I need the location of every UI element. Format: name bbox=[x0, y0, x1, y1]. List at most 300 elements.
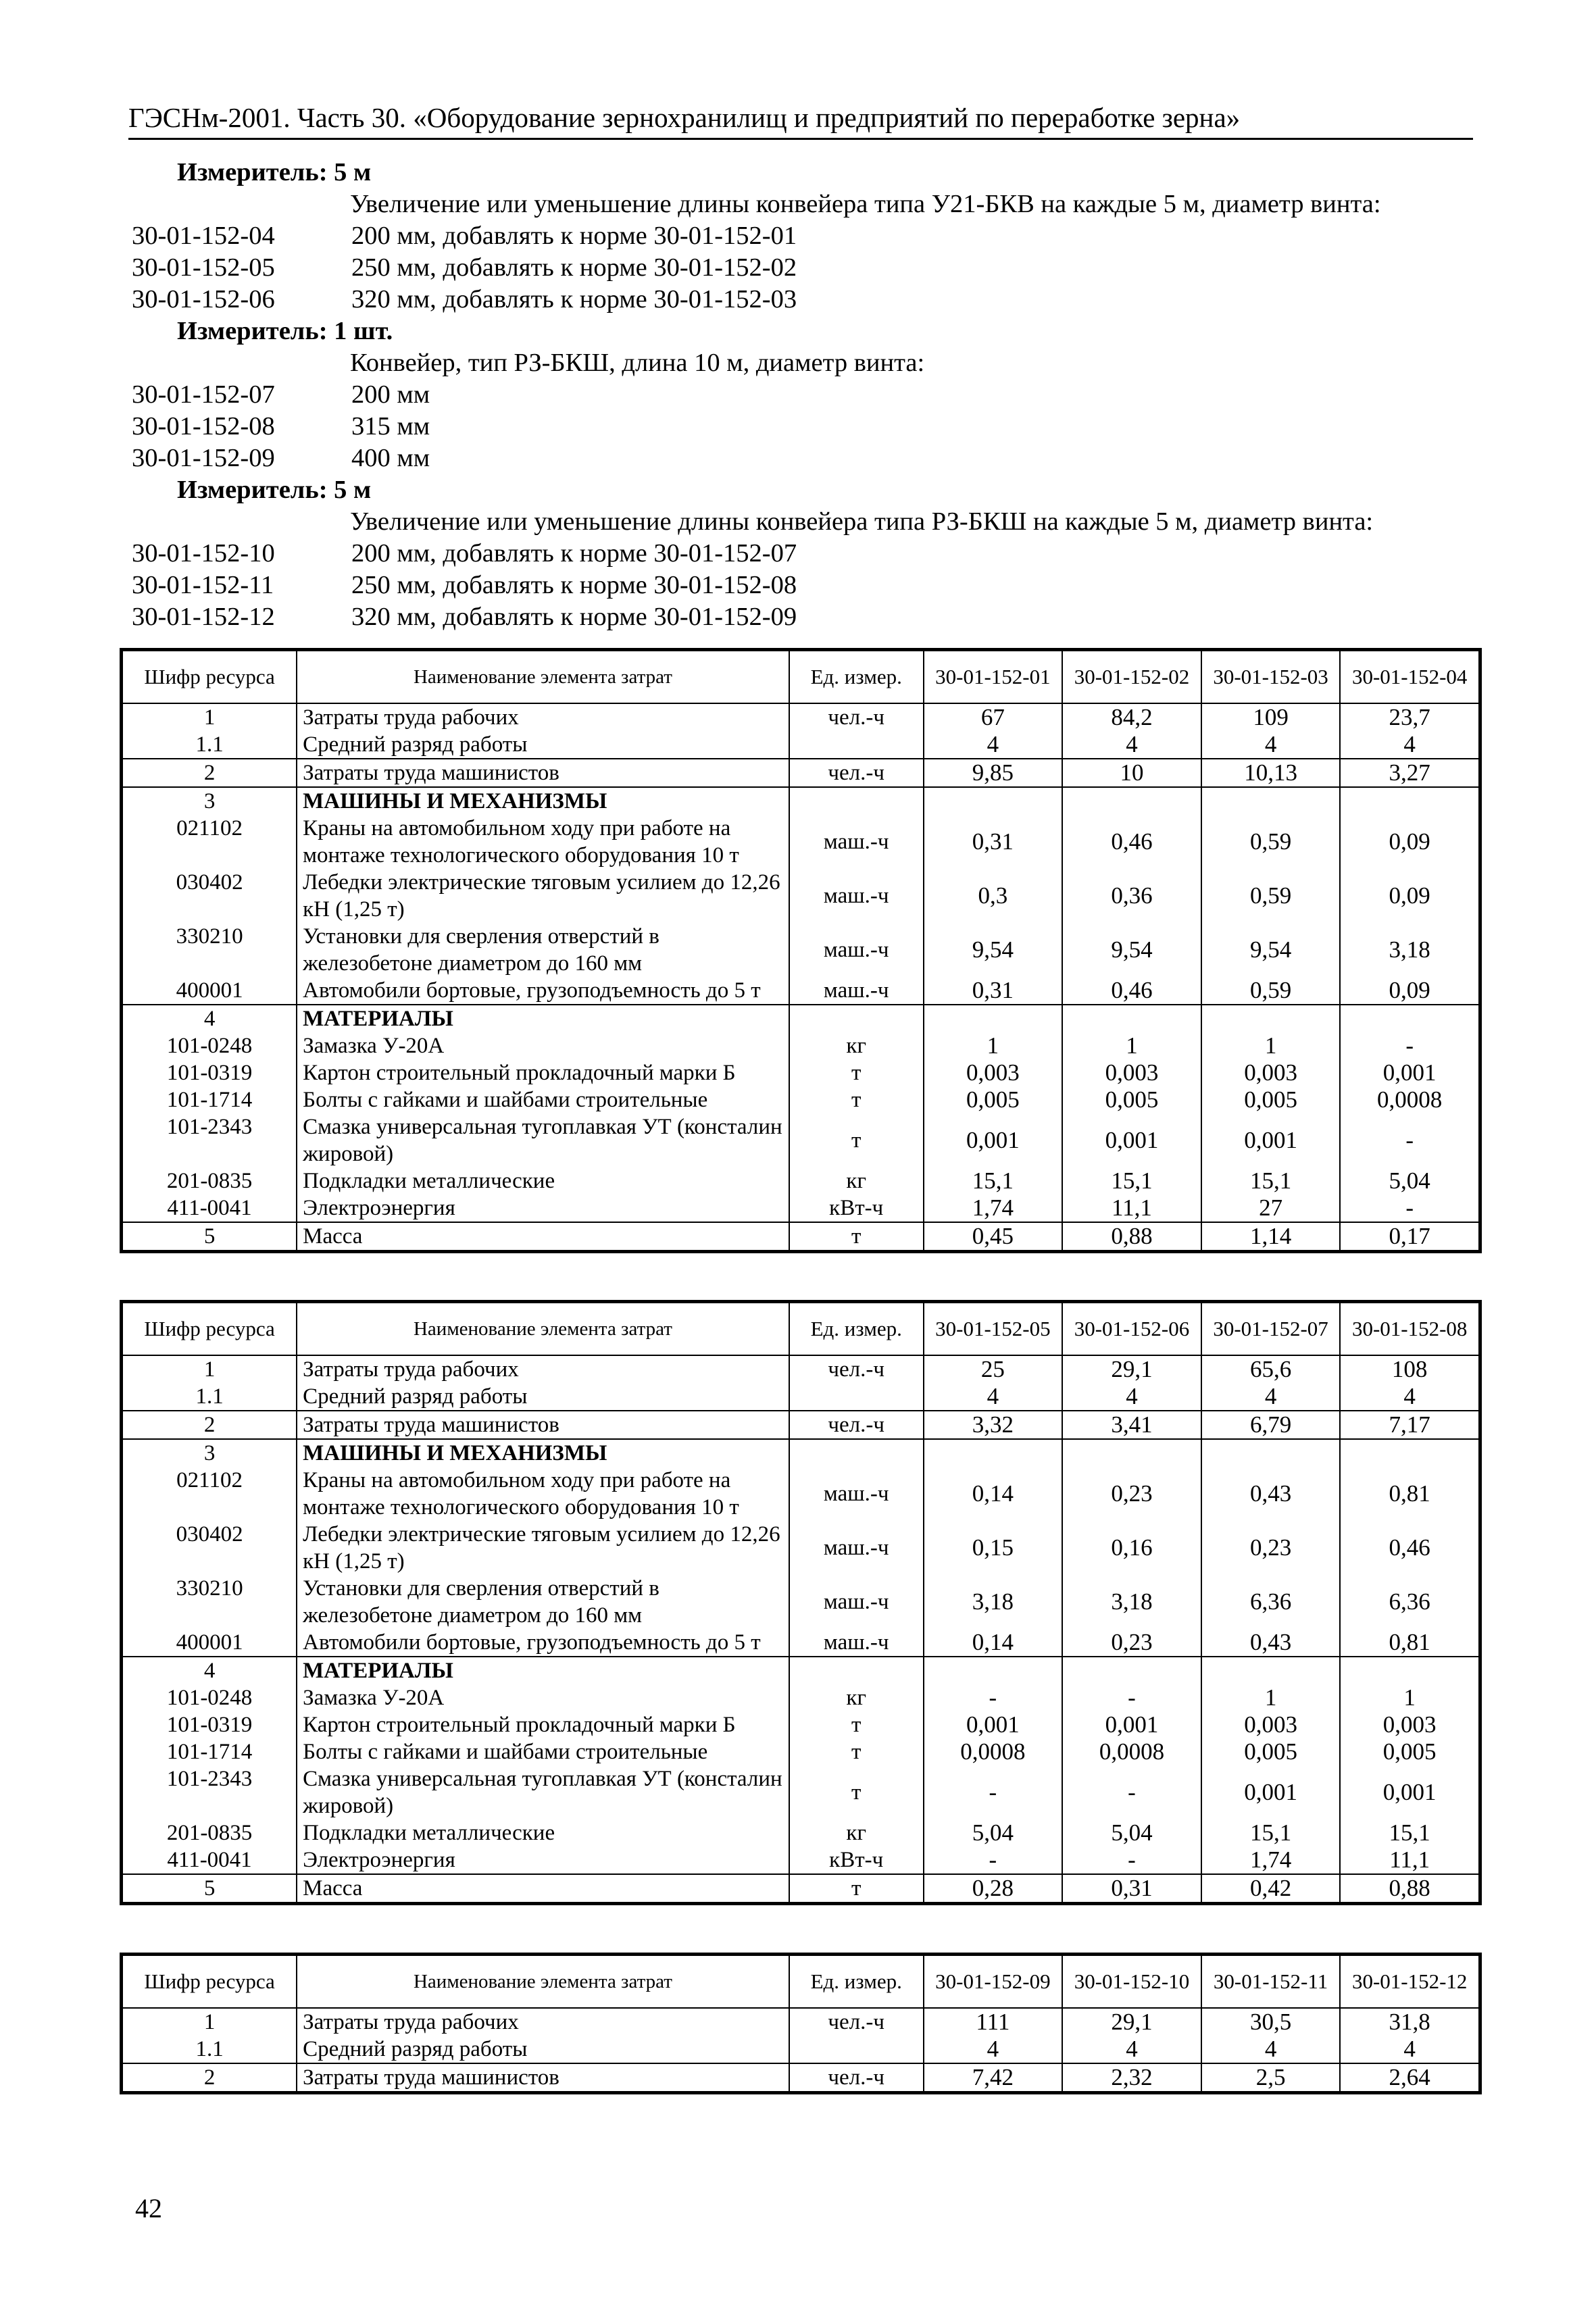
resource-value bbox=[1340, 1439, 1479, 1467]
norm-code: 30-01-152-11 bbox=[132, 571, 274, 599]
table-row bbox=[122, 1113, 1479, 1167]
resource-value: 0,23 bbox=[1062, 1629, 1201, 1657]
resource-code: 101-0319 bbox=[122, 1059, 297, 1086]
table-row bbox=[122, 1059, 1479, 1086]
table-row bbox=[122, 787, 1479, 815]
table-row bbox=[122, 2036, 1479, 2063]
column-header-norm: 30-01-152-08 bbox=[1340, 1303, 1479, 1355]
resource-value: 6,36 bbox=[1340, 1575, 1479, 1629]
column-header-norm: 30-01-152-11 bbox=[1201, 1955, 1341, 2008]
resource-value: 2,64 bbox=[1340, 2063, 1479, 2092]
table-row bbox=[122, 1684, 1479, 1711]
resource-value bbox=[1201, 1439, 1341, 1467]
resource-value: 0,005 bbox=[924, 1086, 1063, 1113]
resource-value: 1,74 bbox=[1201, 1846, 1341, 1874]
resource-name: Затраты труда рабочих bbox=[297, 1355, 789, 1383]
column-header-name: Наименование элемента затрат bbox=[297, 1303, 789, 1355]
resource-value: 4 bbox=[1201, 1383, 1341, 1411]
resource-value: 0,001 bbox=[1201, 1113, 1341, 1167]
resource-value: 0,46 bbox=[1062, 815, 1201, 869]
norm-description: 250 мм, добавлять к норме 30-01-152-02 bbox=[351, 253, 797, 282]
table-row bbox=[122, 1005, 1479, 1032]
resource-name: Смазка универсальная тугоплавкая УТ (консталин жировой) bbox=[297, 1113, 789, 1167]
table-row bbox=[122, 815, 1479, 869]
resource-value: 1,14 bbox=[1201, 1222, 1341, 1251]
resource-value: 4 bbox=[1340, 2036, 1479, 2063]
resource-value: 0,23 bbox=[1201, 1521, 1341, 1575]
resource-code: 411-0041 bbox=[122, 1194, 297, 1222]
resource-value: 10 bbox=[1062, 759, 1201, 787]
measure-unit bbox=[128, 157, 1473, 188]
resource-value bbox=[1062, 1657, 1201, 1684]
resource-value: 0,28 bbox=[924, 1874, 1063, 1903]
norm-group-text: Увеличение или уменьшение длины конвейера типа У21-БКВ на каждые 5 м, диаметр винта: bbox=[350, 190, 1381, 218]
resource-code: 101-0248 bbox=[122, 1032, 297, 1059]
resource-value: 0,005 bbox=[1340, 1738, 1479, 1765]
column-header-code: Шифр ресурса bbox=[122, 651, 297, 703]
resource-value: 15,1 bbox=[1201, 1167, 1341, 1194]
resource-name: Замазка У-20А bbox=[297, 1684, 789, 1711]
table-row bbox=[122, 977, 1479, 1005]
resource-code: 101-1714 bbox=[122, 1086, 297, 1113]
resource-code: 4 bbox=[122, 1657, 297, 1684]
resource-value bbox=[1340, 1005, 1479, 1032]
table-row bbox=[122, 1629, 1479, 1657]
norm-code: 30-01-152-09 bbox=[132, 444, 275, 472]
resource-value bbox=[1062, 1439, 1201, 1467]
resource-code: 400001 bbox=[122, 977, 297, 1005]
resource-code: 201-0835 bbox=[122, 1819, 297, 1846]
resource-value: 23,7 bbox=[1340, 703, 1479, 731]
resource-value: 3,18 bbox=[1062, 1575, 1201, 1629]
resource-name: Электроэнергия bbox=[297, 1194, 789, 1222]
resource-value: 109 bbox=[1201, 703, 1341, 731]
column-header-norm: 30-01-152-01 bbox=[924, 651, 1063, 703]
resource-value: 0,09 bbox=[1340, 815, 1479, 869]
resource-unit bbox=[789, 787, 924, 815]
resource-value: 9,54 bbox=[1062, 923, 1201, 977]
table-header-row bbox=[122, 1955, 1479, 2008]
resource-name: Замазка У-20А bbox=[297, 1032, 789, 1059]
norm-item bbox=[128, 601, 1473, 633]
column-header-unit: Ед. измер. bbox=[789, 1955, 924, 2008]
table-row bbox=[122, 1467, 1479, 1521]
resource-value: 3,18 bbox=[1340, 923, 1479, 977]
resource-unit: маш.-ч bbox=[789, 1467, 924, 1521]
measure-unit-label: Измеритель: 5 м bbox=[177, 476, 372, 504]
resource-value: 10,13 bbox=[1201, 759, 1341, 787]
norm-description: 320 мм, добавлять к норме 30-01-152-03 bbox=[351, 285, 797, 313]
table-row bbox=[122, 1383, 1479, 1411]
resource-name: Электроэнергия bbox=[297, 1846, 789, 1874]
resource-unit bbox=[789, 2036, 924, 2063]
resource-name: Смазка универсальная тугоплавкая УТ (консталин жировой) bbox=[297, 1765, 789, 1819]
resource-value: 29,1 bbox=[1062, 1355, 1201, 1383]
resource-value: - bbox=[924, 1684, 1063, 1711]
resource-unit: т bbox=[789, 1222, 924, 1251]
norm-code: 30-01-152-06 bbox=[132, 285, 275, 313]
column-header-norm: 30-01-152-03 bbox=[1201, 651, 1341, 703]
resource-code: 101-2343 bbox=[122, 1113, 297, 1167]
resource-value: 2,32 bbox=[1062, 2063, 1201, 2092]
resource-value: 4 bbox=[924, 731, 1063, 759]
norm-list bbox=[128, 157, 1473, 633]
resource-code: 3 bbox=[122, 1439, 297, 1467]
norm-description: 250 мм, добавлять к норме 30-01-152-08 bbox=[351, 571, 797, 599]
resource-value: 11,1 bbox=[1062, 1194, 1201, 1222]
resource-value bbox=[1340, 787, 1479, 815]
resource-value: 15,1 bbox=[1062, 1167, 1201, 1194]
resource-value: 0,81 bbox=[1340, 1467, 1479, 1521]
resource-value: 4 bbox=[1340, 731, 1479, 759]
resource-value: 0,003 bbox=[1062, 1059, 1201, 1086]
norm-group-text: Конвейер, тип РЗ-БКШ, длина 10 м, диаметр винта: bbox=[350, 349, 925, 377]
resource-value: 0,0008 bbox=[1062, 1738, 1201, 1765]
norm-item bbox=[128, 252, 1473, 284]
resource-value: 108 bbox=[1340, 1355, 1479, 1383]
resource-value: 31,8 bbox=[1340, 2008, 1479, 2036]
resource-unit: т bbox=[789, 1765, 924, 1819]
table-row bbox=[122, 1738, 1479, 1765]
resource-value: 7,42 bbox=[924, 2063, 1063, 2092]
resource-value: - bbox=[1340, 1194, 1479, 1222]
norm-code: 30-01-152-05 bbox=[132, 253, 275, 282]
resource-value: 15,1 bbox=[924, 1167, 1063, 1194]
resource-unit: чел.-ч bbox=[789, 1355, 924, 1383]
resource-name: Подкладки металлические bbox=[297, 1167, 789, 1194]
resource-value: 0,59 bbox=[1201, 977, 1341, 1005]
resource-value: - bbox=[1062, 1765, 1201, 1819]
resource-name: Картон строительный прокладочный марки Б bbox=[297, 1711, 789, 1738]
resource-value bbox=[924, 787, 1063, 815]
resource-unit: кВт-ч bbox=[789, 1846, 924, 1874]
column-header-code: Шифр ресурса bbox=[122, 1303, 297, 1355]
table-row bbox=[122, 1765, 1479, 1819]
resource-table bbox=[122, 1302, 1480, 1903]
resource-name: МАШИНЫ И МЕХАНИЗМЫ bbox=[297, 1439, 789, 1467]
resource-code: 4 bbox=[122, 1005, 297, 1032]
table-row bbox=[122, 1819, 1479, 1846]
resource-code: 101-0248 bbox=[122, 1684, 297, 1711]
table-row bbox=[122, 1521, 1479, 1575]
resource-value: 5,04 bbox=[1340, 1167, 1479, 1194]
resource-value: 5,04 bbox=[1062, 1819, 1201, 1846]
resource-table bbox=[122, 650, 1480, 1251]
resource-unit: маш.-ч bbox=[789, 977, 924, 1005]
resource-value: 84,2 bbox=[1062, 703, 1201, 731]
table-row bbox=[122, 1575, 1479, 1629]
resource-value: 0,001 bbox=[924, 1711, 1063, 1738]
resource-unit: кг bbox=[789, 1167, 924, 1194]
resource-value: 0,0008 bbox=[924, 1738, 1063, 1765]
resource-unit: чел.-ч bbox=[789, 1411, 924, 1439]
resource-name: Картон строительный прокладочный марки Б bbox=[297, 1059, 789, 1086]
resource-unit: чел.-ч bbox=[789, 759, 924, 787]
resource-value: 65,6 bbox=[1201, 1355, 1341, 1383]
resource-code: 1 bbox=[122, 1355, 297, 1383]
resource-name: Установки для сверления отверстий в железобетоне диаметром до 160 мм bbox=[297, 1575, 789, 1629]
column-header-name: Наименование элемента затрат bbox=[297, 651, 789, 703]
table-row bbox=[122, 1874, 1479, 1903]
resource-unit: кг bbox=[789, 1032, 924, 1059]
column-header-norm: 30-01-152-12 bbox=[1340, 1955, 1479, 2008]
resource-value bbox=[1062, 787, 1201, 815]
resource-unit bbox=[789, 1005, 924, 1032]
resource-value: 0,15 bbox=[924, 1521, 1063, 1575]
norm-code: 30-01-152-04 bbox=[132, 222, 275, 250]
table-row bbox=[122, 869, 1479, 923]
resource-code: 2 bbox=[122, 2063, 297, 2092]
norm-item bbox=[128, 538, 1473, 570]
resource-value: 0,31 bbox=[924, 815, 1063, 869]
resource-value: 15,1 bbox=[1340, 1819, 1479, 1846]
resource-unit: кг bbox=[789, 1819, 924, 1846]
table-row bbox=[122, 731, 1479, 759]
norm-description: 400 мм bbox=[351, 444, 430, 472]
resource-unit: кВт-ч bbox=[789, 1194, 924, 1222]
resource-value: 4 bbox=[1340, 1383, 1479, 1411]
column-header-name: Наименование элемента затрат bbox=[297, 1955, 789, 2008]
resource-unit: чел.-ч bbox=[789, 2063, 924, 2092]
resource-value: 6,79 bbox=[1201, 1411, 1341, 1439]
resource-name: Лебедки электрические тяговым усилием до 12,26 кН (1,25 т) bbox=[297, 869, 789, 923]
measure-unit-label: Измеритель: 5 м bbox=[177, 158, 372, 186]
resource-value: 1 bbox=[924, 1032, 1063, 1059]
resource-code: 021102 bbox=[122, 1467, 297, 1521]
table-header-row bbox=[122, 651, 1479, 703]
resource-value: 0,001 bbox=[1062, 1113, 1201, 1167]
table-header-row bbox=[122, 1303, 1479, 1355]
resource-value: 25 bbox=[924, 1355, 1063, 1383]
resource-name: Средний разряд работы bbox=[297, 731, 789, 759]
resource-code: 5 bbox=[122, 1874, 297, 1903]
norm-item bbox=[128, 220, 1473, 252]
resource-code: 1 bbox=[122, 2008, 297, 2036]
resource-value: 1 bbox=[1340, 1684, 1479, 1711]
resource-unit: чел.-ч bbox=[789, 703, 924, 731]
table-row bbox=[122, 1194, 1479, 1222]
resource-name: Масса bbox=[297, 1222, 789, 1251]
norm-item bbox=[128, 379, 1473, 411]
resource-unit bbox=[789, 1383, 924, 1411]
resource-value: - bbox=[924, 1765, 1063, 1819]
resource-value: 0,43 bbox=[1201, 1629, 1341, 1657]
resource-code: 1.1 bbox=[122, 731, 297, 759]
resource-name: Масса bbox=[297, 1874, 789, 1903]
resource-code: 101-1714 bbox=[122, 1738, 297, 1765]
resource-value: 0,16 bbox=[1062, 1521, 1201, 1575]
resource-value: 4 bbox=[1201, 731, 1341, 759]
resource-name: Краны на автомобильном ходу при работе на монтаже технологического оборудования 10 т bbox=[297, 1467, 789, 1521]
table-row bbox=[122, 1711, 1479, 1738]
resource-unit bbox=[789, 731, 924, 759]
resource-value: - bbox=[1340, 1032, 1479, 1059]
norm-group-heading bbox=[128, 506, 1473, 538]
resource-value: 4 bbox=[1062, 2036, 1201, 2063]
resource-unit: т bbox=[789, 1738, 924, 1765]
resource-unit: т bbox=[789, 1874, 924, 1903]
resource-code: 201-0835 bbox=[122, 1167, 297, 1194]
resource-unit: кг bbox=[789, 1684, 924, 1711]
measure-unit bbox=[128, 474, 1473, 506]
resource-value: 15,1 bbox=[1201, 1819, 1341, 1846]
resource-value: 4 bbox=[1062, 731, 1201, 759]
resource-value: 1 bbox=[1062, 1032, 1201, 1059]
resource-value: 0,31 bbox=[924, 977, 1063, 1005]
resource-unit: маш.-ч bbox=[789, 869, 924, 923]
resource-code: 2 bbox=[122, 759, 297, 787]
resource-value: 5,04 bbox=[924, 1819, 1063, 1846]
resource-unit: маш.-ч bbox=[789, 1629, 924, 1657]
resource-value: 3,41 bbox=[1062, 1411, 1201, 1439]
resource-code: 101-0319 bbox=[122, 1711, 297, 1738]
column-header-unit: Ед. измер. bbox=[789, 1303, 924, 1355]
resource-value: 27 bbox=[1201, 1194, 1341, 1222]
resource-value: - bbox=[1340, 1113, 1479, 1167]
column-header-norm: 30-01-152-02 bbox=[1062, 651, 1201, 703]
resource-name: Краны на автомобильном ходу при работе на монтаже технологического оборудования 10 т bbox=[297, 815, 789, 869]
resource-value bbox=[1201, 1657, 1341, 1684]
resource-unit: маш.-ч bbox=[789, 1521, 924, 1575]
resource-code: 330210 bbox=[122, 923, 297, 977]
resource-name: Средний разряд работы bbox=[297, 1383, 789, 1411]
resource-name: МАТЕРИАЛЫ bbox=[297, 1657, 789, 1684]
resource-value: 0,005 bbox=[1062, 1086, 1201, 1113]
resource-value: 9,85 bbox=[924, 759, 1063, 787]
resource-value bbox=[1201, 787, 1341, 815]
resource-unit: т bbox=[789, 1059, 924, 1086]
resource-unit: маш.-ч bbox=[789, 1575, 924, 1629]
norm-code: 30-01-152-12 bbox=[132, 603, 275, 631]
resource-value: 9,54 bbox=[924, 923, 1063, 977]
resource-value: 0,003 bbox=[1340, 1711, 1479, 1738]
resource-value: 0,001 bbox=[1201, 1765, 1341, 1819]
resource-unit: т bbox=[789, 1711, 924, 1738]
norm-code: 30-01-152-10 bbox=[132, 539, 275, 568]
resource-value: 0,09 bbox=[1340, 977, 1479, 1005]
resource-name: Болты с гайками и шайбами строительные bbox=[297, 1738, 789, 1765]
resource-value: 0,005 bbox=[1201, 1738, 1341, 1765]
resource-value: 0,005 bbox=[1201, 1086, 1341, 1113]
resource-value bbox=[1201, 1005, 1341, 1032]
resource-unit: т bbox=[789, 1086, 924, 1113]
resource-value: 1,74 bbox=[924, 1194, 1063, 1222]
resource-name: Затраты труда рабочих bbox=[297, 2008, 789, 2036]
resource-table bbox=[122, 1955, 1480, 2092]
resource-value: 111 bbox=[924, 2008, 1063, 2036]
resource-unit bbox=[789, 1657, 924, 1684]
norm-item bbox=[128, 411, 1473, 443]
resource-value: 0,88 bbox=[1062, 1222, 1201, 1251]
table-row bbox=[122, 923, 1479, 977]
resource-code: 5 bbox=[122, 1222, 297, 1251]
table-row bbox=[122, 1355, 1479, 1383]
norm-item bbox=[128, 443, 1473, 474]
resource-value: 0,45 bbox=[924, 1222, 1063, 1251]
resource-name: Затраты труда машинистов bbox=[297, 759, 789, 787]
table-row bbox=[122, 1657, 1479, 1684]
resource-value: 0,09 bbox=[1340, 869, 1479, 923]
table-row bbox=[122, 1086, 1479, 1113]
norm-description: 200 мм bbox=[351, 380, 430, 409]
running-header: ГЭСНм-2001. Часть 30. «Оборудование зернохранилищ и предприятий по переработке зерна» bbox=[128, 101, 1473, 140]
resource-value: 1 bbox=[1201, 1684, 1341, 1711]
table-row bbox=[122, 1411, 1479, 1439]
column-header-norm: 30-01-152-10 bbox=[1062, 1955, 1201, 2008]
column-header-norm: 30-01-152-06 bbox=[1062, 1303, 1201, 1355]
table-row bbox=[122, 703, 1479, 731]
resource-value: 4 bbox=[1201, 2036, 1341, 2063]
resource-value: 6,36 bbox=[1201, 1575, 1341, 1629]
resource-name: Автомобили бортовые, грузоподъемность до 5 т bbox=[297, 977, 789, 1005]
resource-code: 1.1 bbox=[122, 1383, 297, 1411]
resource-value: 30,5 bbox=[1201, 2008, 1341, 2036]
norm-description: 315 мм bbox=[351, 412, 430, 441]
resource-value: 3,27 bbox=[1340, 759, 1479, 787]
resource-name: Средний разряд работы bbox=[297, 2036, 789, 2063]
resource-value: 0,88 bbox=[1340, 1874, 1479, 1903]
norm-group-heading bbox=[128, 347, 1473, 379]
resource-value: 0,0008 bbox=[1340, 1086, 1479, 1113]
resource-name: Затраты труда машинистов bbox=[297, 1411, 789, 1439]
resource-code: 2 bbox=[122, 1411, 297, 1439]
resource-code: 400001 bbox=[122, 1629, 297, 1657]
column-header-norm: 30-01-152-04 bbox=[1340, 651, 1479, 703]
norm-group-heading bbox=[128, 188, 1473, 220]
resource-name: Затраты труда машинистов bbox=[297, 2063, 789, 2092]
resource-value: - bbox=[924, 1846, 1063, 1874]
table-row bbox=[122, 2008, 1479, 2036]
resource-value: 9,54 bbox=[1201, 923, 1341, 977]
table-row bbox=[122, 1167, 1479, 1194]
resource-value bbox=[924, 1439, 1063, 1467]
norm-description: 320 мм, добавлять к норме 30-01-152-09 bbox=[351, 603, 797, 631]
table-row bbox=[122, 2063, 1479, 2092]
column-header-norm: 30-01-152-05 bbox=[924, 1303, 1063, 1355]
table-row bbox=[122, 1846, 1479, 1874]
resource-value: 0,46 bbox=[1062, 977, 1201, 1005]
resource-value: 0,001 bbox=[1340, 1059, 1479, 1086]
table-row bbox=[122, 1032, 1479, 1059]
resource-code: 030402 bbox=[122, 869, 297, 923]
resource-value: - bbox=[1062, 1846, 1201, 1874]
resource-name: Установки для сверления отверстий в железобетоне диаметром до 160 мм bbox=[297, 923, 789, 977]
column-header-norm: 30-01-152-07 bbox=[1201, 1303, 1341, 1355]
resource-value: 0,001 bbox=[924, 1113, 1063, 1167]
column-header-norm: 30-01-152-09 bbox=[924, 1955, 1063, 2008]
resource-unit: маш.-ч bbox=[789, 815, 924, 869]
resource-code: 3 bbox=[122, 787, 297, 815]
resource-value bbox=[924, 1005, 1063, 1032]
resource-value: - bbox=[1062, 1684, 1201, 1711]
resource-value: 0,46 bbox=[1340, 1521, 1479, 1575]
resource-value: 4 bbox=[924, 2036, 1063, 2063]
norm-code: 30-01-152-07 bbox=[132, 380, 275, 409]
resource-value: 0,17 bbox=[1340, 1222, 1479, 1251]
resource-name: Затраты труда рабочих bbox=[297, 703, 789, 731]
resource-value bbox=[924, 1657, 1063, 1684]
resource-value: 7,17 bbox=[1340, 1411, 1479, 1439]
resource-value: 2,5 bbox=[1201, 2063, 1341, 2092]
resource-value: 0,001 bbox=[1340, 1765, 1479, 1819]
resource-value bbox=[1062, 1005, 1201, 1032]
resource-value: 0,003 bbox=[1201, 1711, 1341, 1738]
resource-value bbox=[1340, 1657, 1479, 1684]
table-row bbox=[122, 759, 1479, 787]
resource-value: 0,31 bbox=[1062, 1874, 1201, 1903]
norm-description: 200 мм, добавлять к норме 30-01-152-01 bbox=[351, 222, 797, 250]
resource-value: 0,81 bbox=[1340, 1629, 1479, 1657]
